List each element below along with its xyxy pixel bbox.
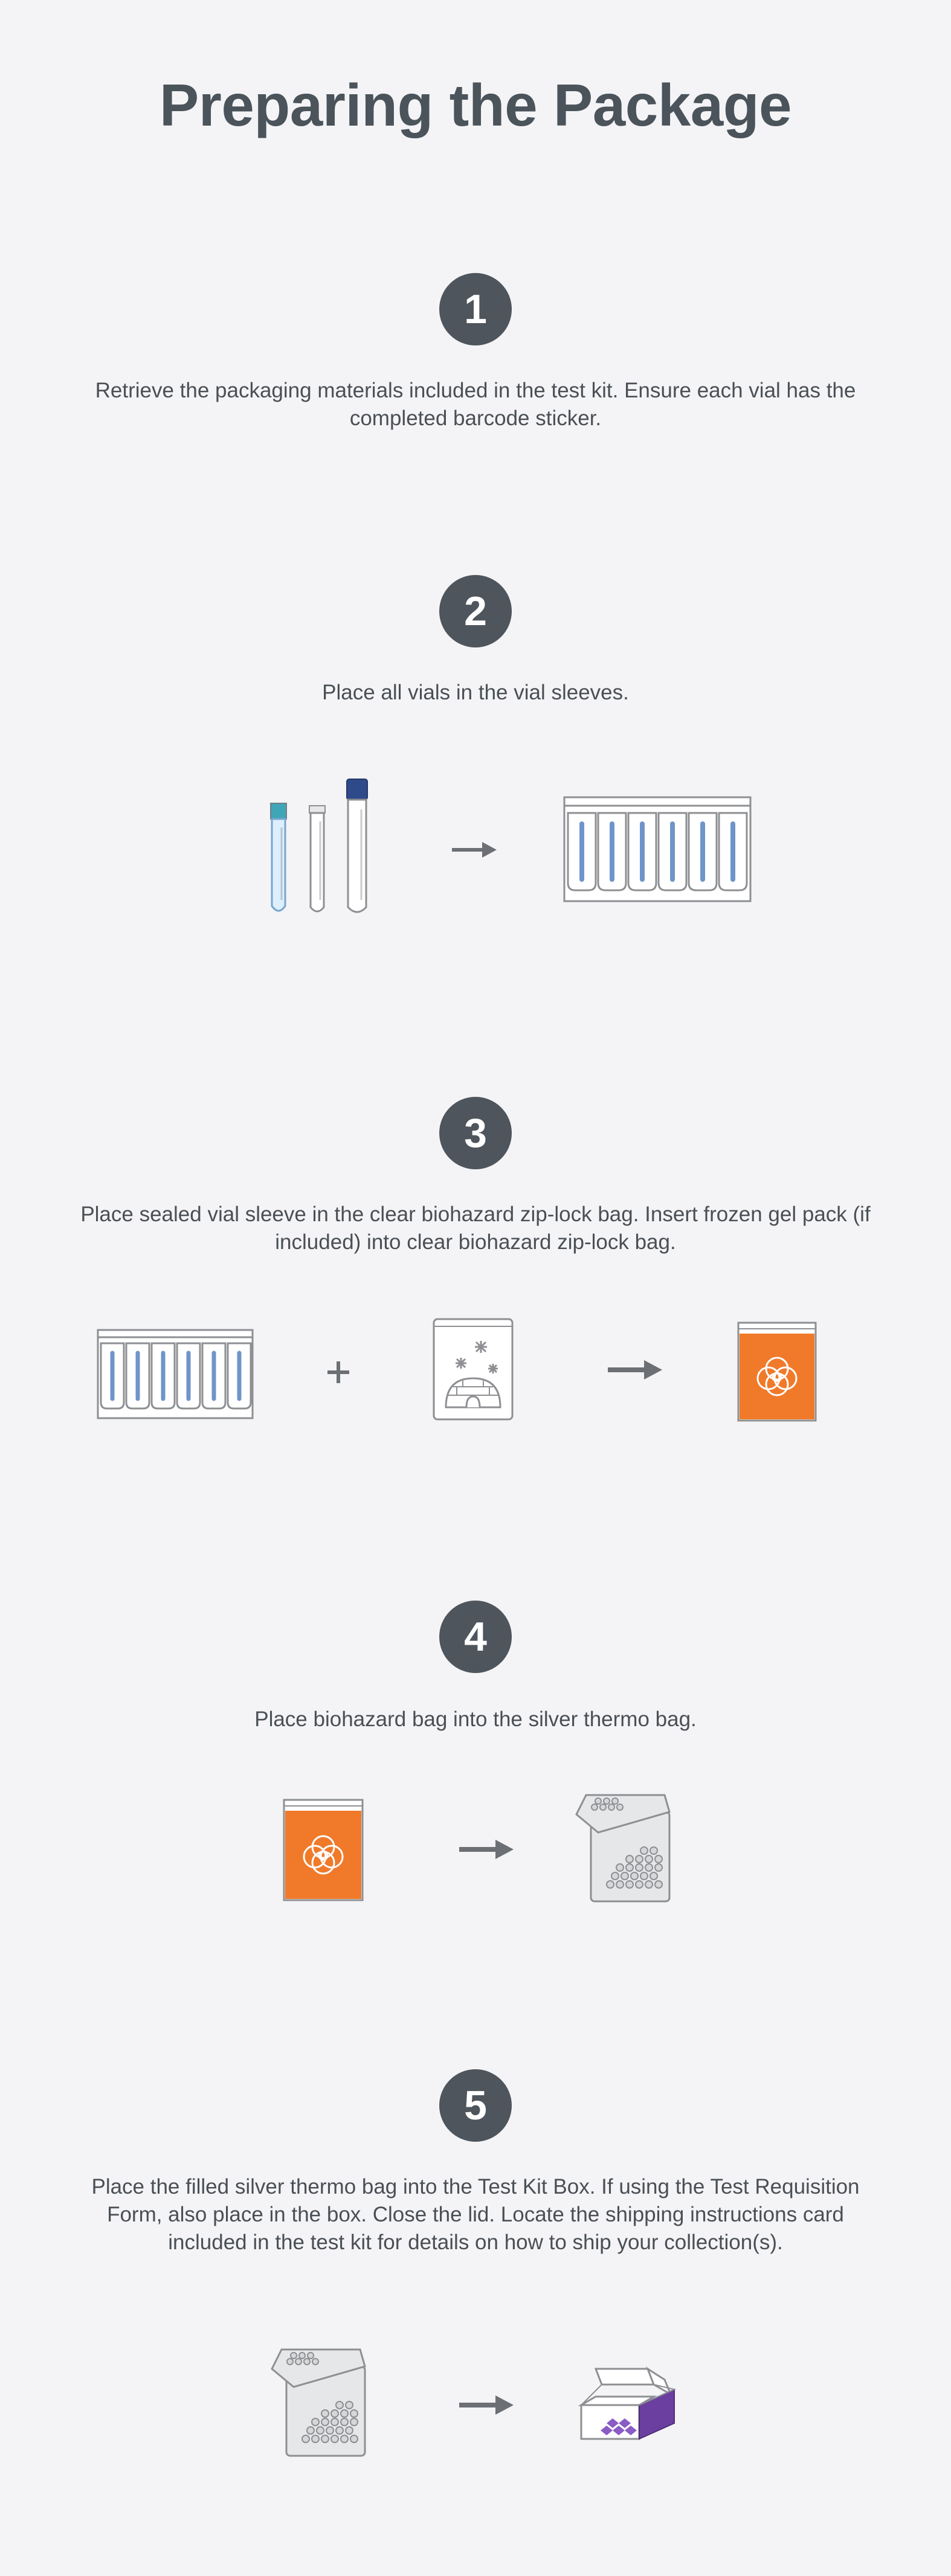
vial-clear [309, 806, 325, 911]
step-number-badge: 3 [439, 1097, 512, 1169]
vial-teal-cap [271, 803, 286, 911]
step-number-badge: 5 [439, 2069, 512, 2142]
step-description: Place all vials in the vial sleeves. [322, 681, 629, 704]
plus-icon [326, 1360, 350, 1384]
thermo-bag-icon [574, 1794, 673, 1903]
step-description: Place sealed vial sleeve in the clear biohazard zip-lock bag. Insert frozen gel pack (if included) into clear biohazard zip-lock bag. [80, 1203, 871, 1254]
arrow-right-icon [459, 2393, 514, 2417]
biohazard-bag-icon [737, 1322, 817, 1422]
step-number-badge: 1 [439, 273, 512, 345]
step-number-badge: 2 [439, 575, 512, 647]
biohazard-bag-icon [283, 1799, 364, 1901]
step-description: Place biohazard bag into the silver thermo bag. [254, 1707, 697, 1731]
vials-illustration [266, 779, 369, 918]
step-description: Place the filled silver thermo bag into the Test Kit Box. If using the Test Requisition Form, also place in the box. Close the lid. Locate the shipping instructions card included in the test kit for details on how to ship your collection(s). [91, 2175, 860, 2254]
arrow-right-icon [608, 1358, 662, 1382]
gel-pack-icon [433, 1318, 514, 1421]
vial-blue-cap [347, 779, 367, 912]
vial-sleeve-icon [563, 796, 752, 902]
test-kit-box-icon [580, 2368, 682, 2444]
arrow-right-icon [459, 1837, 514, 1861]
step-description: Retrieve the packaging materials included in the test kit. Ensure each vial has the completed barcode sticker. [95, 379, 856, 430]
arrow-right-icon [452, 841, 498, 859]
page-title: Preparing the Package [159, 72, 792, 138]
step-number-badge: 4 [439, 1601, 512, 1673]
thermo-bag-icon [269, 2348, 369, 2457]
vial-sleeve-icon [97, 1329, 254, 1419]
